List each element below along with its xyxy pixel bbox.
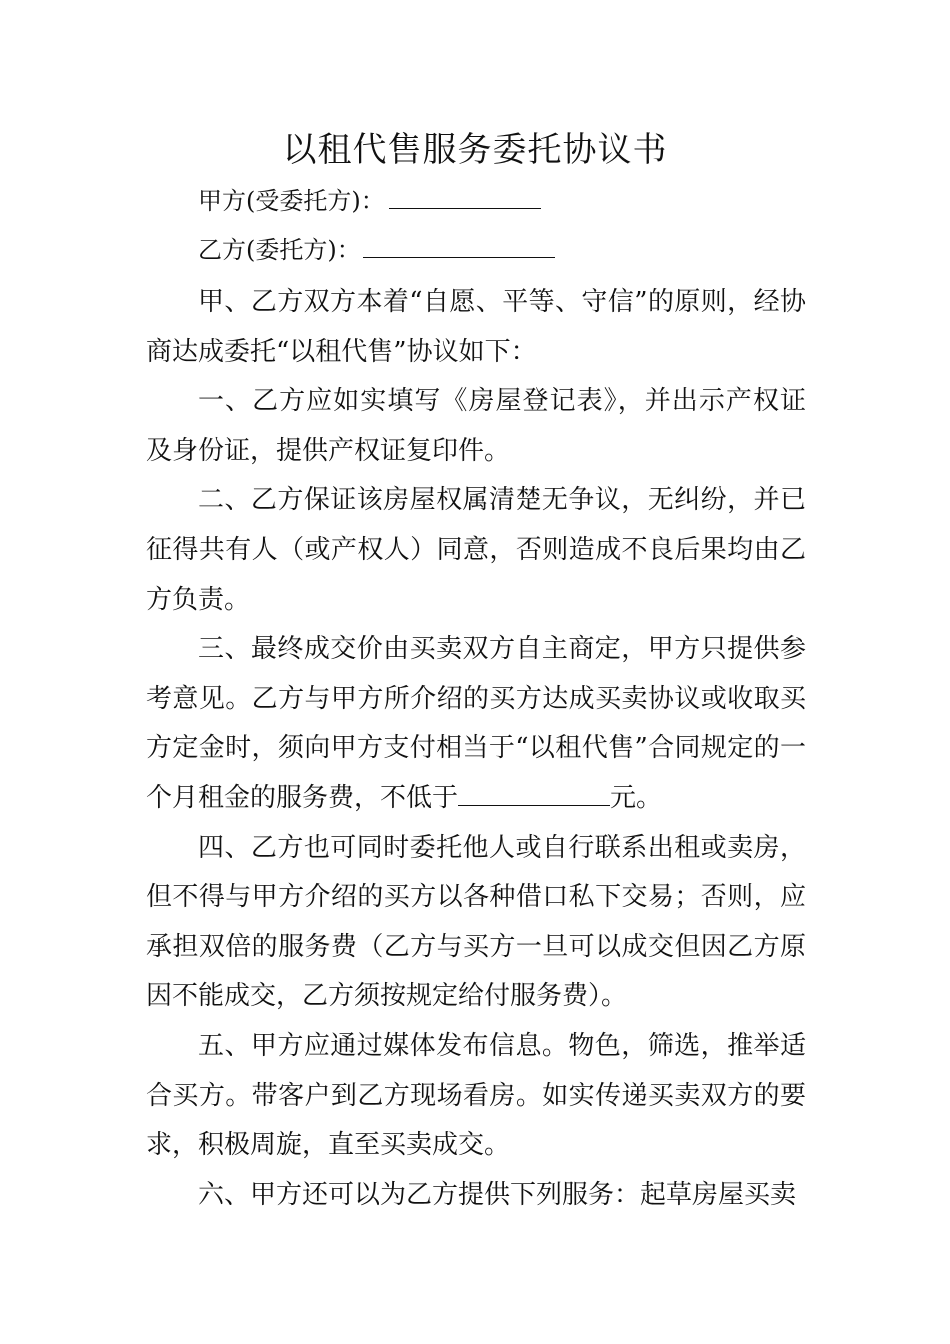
clause-3-unit: 元。 [610, 782, 663, 813]
party-b-label: 乙方(委托方)： [198, 236, 361, 264]
service-fee-blank [458, 775, 610, 806]
party-a-line [198, 180, 541, 221]
clause-3 [146, 625, 806, 823]
clause-1: 一、乙方应如实填写《房屋登记表》，并出示产权证及身份证，提供产权证复印件。 [146, 386, 806, 466]
clause-5: 五、甲方应通过媒体发布信息。物色，筛选，推举适合买方。带客户到乙方现场看房。如实传递买卖双方的要求，积极周旋，直至买卖成交。 [146, 1030, 806, 1161]
intro-paragraph: 甲、乙方双方本着“自愿、平等、守信”的原则，经协商达成委托“以租代售”协议如下： [146, 287, 806, 367]
agreement-body [146, 278, 806, 1220]
clause-4: 四、乙方也可同时委托他人或自行联系出租或卖房，但不得与甲方介绍的买方以各种借口私下交易；否则，应承担双倍的服务费（乙方与买方一旦可以成交但因乙方原因不能成交，乙方须按规定给付服务费）。 [146, 832, 806, 1012]
clause-3-text: 三、最终成交价由买卖双方自主商定，甲方只提供参考意见。乙方与甲方所介绍的买方达成买卖协议或收取买方定金时，须向甲方支付相当于“以租代售”合同规定的一个月租金的服务费，不低于 [146, 634, 806, 813]
clause-6: 六、甲方还可以为乙方提供下列服务：起草房屋买卖 [198, 1179, 797, 1210]
party-a-blank [389, 180, 541, 209]
clause-2: 二、乙方保证该房屋权属清楚无争议，无纠纷，并已征得共有人（或产权人）同意，否则造成不良后果均由乙方负责。 [146, 485, 806, 615]
document-title: 以租代售服务委托协议书 [282, 130, 668, 170]
party-a-label: 甲方(受委托方)： [198, 187, 385, 215]
party-b-line [198, 229, 555, 270]
party-b-blank [363, 229, 555, 258]
